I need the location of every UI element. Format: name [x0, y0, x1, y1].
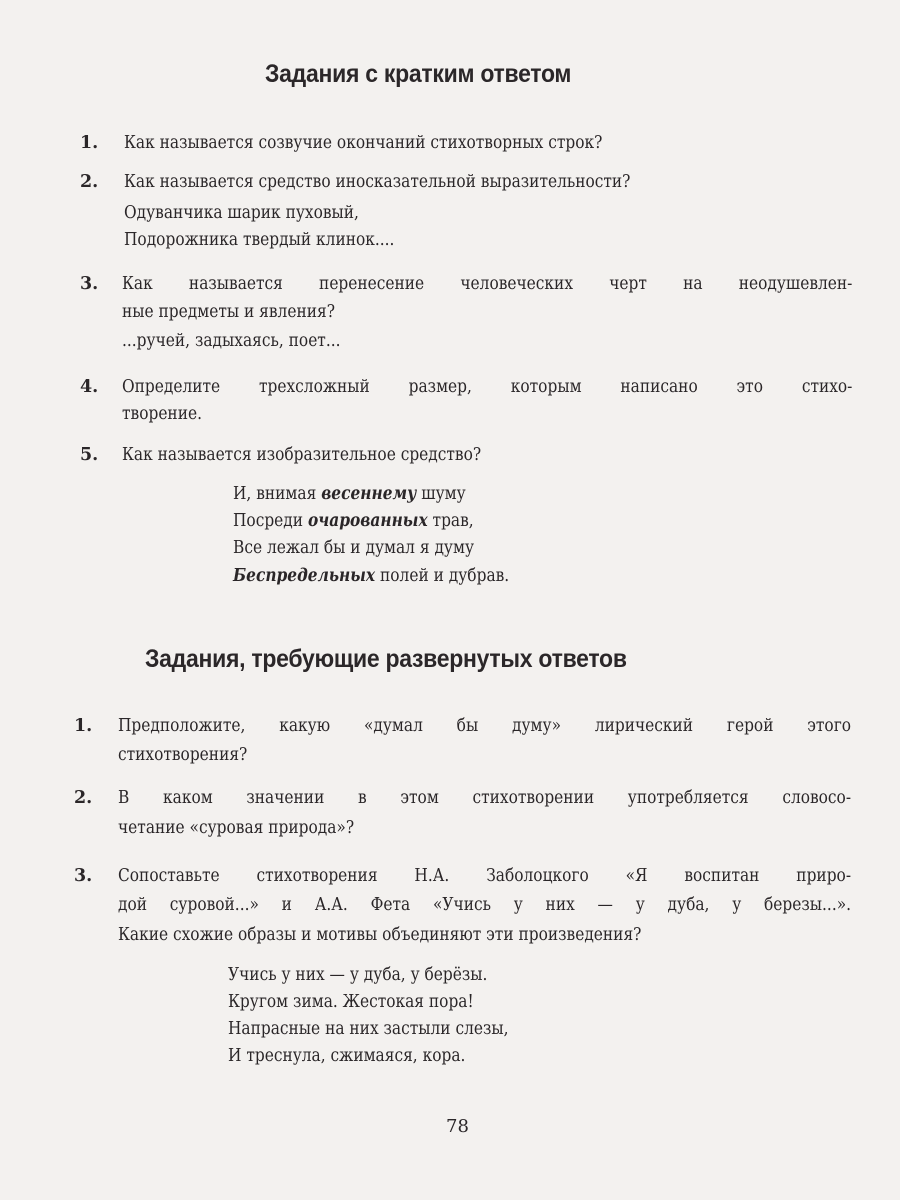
quote-line: Одуванчика шарик пуховый, — [124, 203, 359, 223]
question-text: Какие схожие образы и мотивы объединяют эти произведения? — [118, 925, 642, 945]
poem-line: И треснула, сжимаяся, кора. — [228, 1046, 466, 1066]
poem-line: Напрасные на них застыли слезы, — [228, 1019, 509, 1039]
question-text: Как называется средство иносказательной выразительности? — [124, 172, 631, 192]
question-text: ные предметы и явления? — [122, 302, 335, 322]
question-text: Как называется изобразительное средство? — [122, 445, 482, 465]
quote-line: Подорожника твердый клинок.... — [124, 230, 395, 250]
item-number: 5. — [80, 445, 99, 465]
item-number: 4. — [80, 377, 99, 397]
question-text: Как называется созвучие окончаний стихотворных строк? — [124, 133, 603, 153]
section-title-short-answer: Задания с кратким ответом — [265, 60, 572, 88]
poem-text: И, внимая — [233, 484, 322, 504]
question-text: Как называется перенесение человеческих черт на неодушевлен- — [122, 274, 853, 294]
section-title-extended-answer: Задания, требующие развернутых ответов — [145, 645, 627, 673]
item-number: 3. — [80, 274, 99, 294]
poem-text: шуму — [416, 484, 466, 504]
poem-text: полей и дубрав. — [375, 566, 510, 586]
question-text: четание «суровая природа»? — [118, 818, 355, 838]
poem-text: Все лежал бы и думал я думу — [233, 538, 475, 558]
poem-line: Кругом зима. Жестокая пора! — [228, 992, 474, 1012]
item-number: 2. — [74, 788, 93, 808]
question-text: Определите трехсложный размер, которым написано это стихо- — [122, 377, 853, 397]
poem-line — [233, 537, 474, 559]
item-number: 3. — [74, 866, 93, 886]
poem-text: трав, — [427, 511, 474, 531]
poem-line — [233, 565, 509, 587]
poem-highlight: очарованных — [307, 511, 428, 531]
page-number: 78 — [446, 1116, 469, 1137]
question-text: творение. — [122, 404, 202, 424]
item-number: 1. — [74, 716, 93, 736]
question-text: стихотворения? — [118, 745, 248, 765]
question-text: Предположите, какую «думал бы думу» лирический герой этого — [118, 716, 852, 736]
item-number: 1. — [80, 133, 99, 153]
question-text: В каком значении в этом стихотворении употребляется словосо- — [118, 788, 852, 808]
poem-line — [233, 483, 466, 505]
quote-line: ...ручей, задыхаясь, поет... — [122, 331, 341, 351]
poem-highlight: весеннему — [321, 484, 417, 504]
item-number: 2. — [80, 172, 99, 192]
question-text: Сопоставьте стихотворения Н.А. Заболоцкого «Я воспитан приро- — [118, 866, 852, 886]
poem-highlight: Беспредельных — [233, 566, 376, 586]
poem-line — [233, 510, 474, 532]
question-text: дой суровой...» и А.А. Фета «Учись у них — у дуба, у березы...». — [118, 895, 852, 915]
poem-line: Учись у них — у дуба, у берёзы. — [228, 965, 488, 985]
poem-text: Посреди — [233, 511, 308, 531]
